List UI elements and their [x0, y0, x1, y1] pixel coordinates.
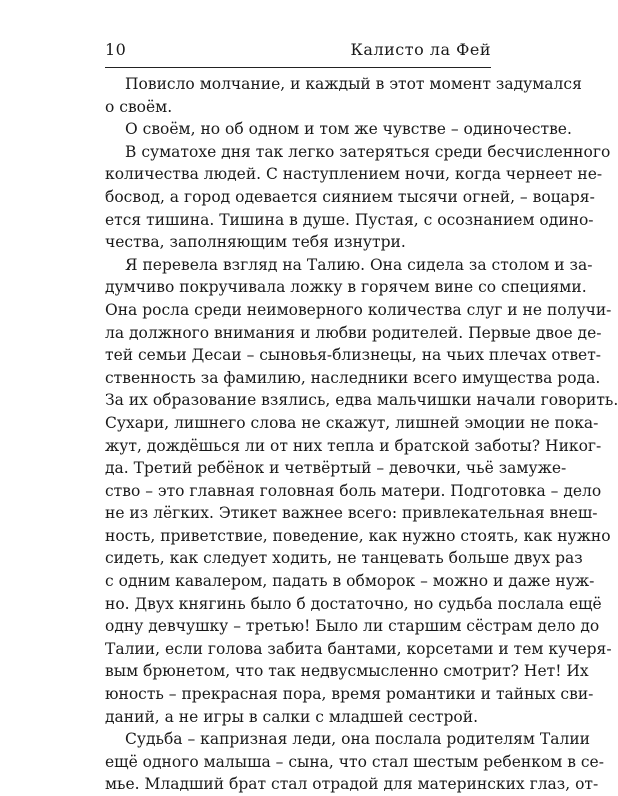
- text-line: Она росла среди неимоверного количества слуг и не получи-: [105, 300, 612, 319]
- text-line: ещё одного малыша – сына, что стал шестым ребенком в се-: [105, 752, 604, 771]
- text-line: Судьба – капризная леди, она послала родителям Талии: [125, 730, 590, 749]
- text-line: О своём, но об одном и том же чувстве – одиночестве.: [125, 120, 572, 139]
- text-line: ла должного внимания и любви родителей. Первые двое де-: [105, 323, 602, 342]
- text-line: Повисло молчание, и каждый в этот момент задумался: [125, 75, 582, 93]
- page-number: 10: [105, 40, 127, 59]
- text-line: думчиво покручивала ложку в горячем вине со специями.: [105, 278, 587, 297]
- running-header: [105, 40, 491, 64]
- text-line: Я перевела взгляд на Талию. Она сидела за столом и за-: [125, 255, 593, 274]
- text-line: одну девчушку – третью! Было ли старшим сёстрам дело до: [105, 617, 600, 636]
- text-line: количества людей. С наступлением ночи, когда чернеет не-: [105, 165, 603, 184]
- text-line: чества, заполняющим тебя изнутри.: [105, 233, 406, 252]
- text-line: За их образование взялись, едва мальчишки начали говорить.: [105, 391, 618, 410]
- body-text: [105, 73, 618, 796]
- text-line: о своём.: [105, 97, 173, 116]
- text-line: с одним кавалером, падать в обморок – можно и даже нуж-: [105, 572, 595, 591]
- text-line: жут, дождёшься ли от них тепла и братской заботы? Никог-: [105, 436, 602, 455]
- text-line: Талии, если голова забита бантами, корсетами и тем кучеря-: [105, 639, 612, 658]
- text-line: Сухари, лишнего слова не скажут, лишней эмоции не пока-: [105, 413, 599, 432]
- text-line: ственность за фамилию, наследники всего имущества рода.: [105, 368, 601, 387]
- text-line: да. Третий ребёнок и четвёртый – девочки, чьё замуже-: [105, 459, 567, 478]
- header-divider: [105, 67, 491, 68]
- text-line: мье. Младший брат стал отрадой для материнских глаз, от-: [105, 775, 599, 794]
- text-line: но. Двух княгинь было б достаточно, но судьба послала ещё: [105, 594, 602, 613]
- text-line: ство – это главная головная боль матери. Подготовка – дело: [105, 481, 602, 500]
- text-line: вым брюнетом, что так недвусмысленно смотрит? Нет! Их: [105, 662, 589, 681]
- text-line: не из лёгких. Этикет важнее всего: привлекательная внеш-: [105, 504, 598, 523]
- text-line: юность – прекрасная пора, время романтики и тайных сви-: [105, 685, 594, 704]
- text-line: босвод, а город одевается сиянием тысячи огней, – воцаря-: [105, 187, 595, 206]
- text-line: ность, приветствие, поведение, как нужно стоять, как нужно: [105, 526, 611, 545]
- text-line: ется тишина. Тишина в душе. Пустая, с осознанием одино-: [105, 210, 594, 229]
- text-line: сидеть, как следует ходить, не танцевать больше двух раз: [105, 549, 583, 568]
- text-line: В суматохе дня так легко затеряться среди бесчисленного: [125, 142, 611, 161]
- text-line: тей семьи Десаи – сыновья-близнецы, на чьих плечах ответ-: [105, 346, 602, 365]
- running-title: Калисто ла Фей: [350, 40, 491, 59]
- text-line: даний, а не игры в салки с младшей сестрой.: [105, 707, 478, 726]
